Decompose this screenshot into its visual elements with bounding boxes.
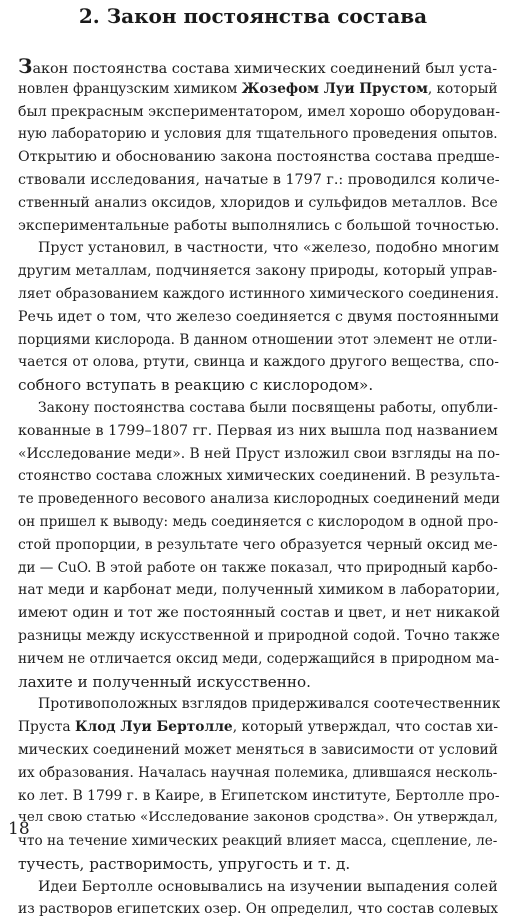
page-number: 18: [8, 819, 30, 839]
text-line: [18, 55, 500, 78]
text-line: Речь идет о том, что железо соединяется с двумя постоянными: [18, 308, 500, 325]
text-line: чел свою статью «Исследование законов сродства». Он утверждал,: [18, 810, 499, 826]
paragraph-start-line: Противоположных взглядов придерживался соотечественник: [38, 696, 500, 713]
text-line: другим металлам, подчиняется закону природы, который управ-: [18, 263, 498, 280]
text-line: те проведенного весового анализа кислородных соединений меди: [18, 491, 500, 508]
text-line: был прекрасным экспериментатором, имел хорошо оборудован-: [18, 103, 500, 120]
text-line: ничем не отличается оксид меди, содержащийся в природном ма-: [18, 650, 500, 667]
text-line: чается от олова, ртути, свинца и каждого другого вещества, спо-: [18, 354, 499, 371]
text-line: [18, 716, 500, 739]
section-heading: 2. Закон постоянства состава: [78, 4, 428, 28]
paragraph-start-line: Пруст установил, в частности, что «железо, подобно многим: [38, 240, 499, 257]
text-span: , который утверждал, что состав хи-: [232, 719, 499, 736]
text-line: порциями кислорода. В данном отношении этот элемент не отли-: [18, 331, 498, 348]
drop-initial: З: [18, 55, 33, 78]
text-line: ляет образованием каждого истинного химического соединения.: [18, 285, 499, 302]
text-line: разницы между искусственной и природной содой. Точно также: [18, 627, 500, 644]
person-name-proust: Жозефом Луи Прустом: [241, 80, 428, 97]
text-span: Пруста: [18, 719, 75, 736]
text-span: новлен французским химиком: [18, 80, 242, 97]
text-line: стоянство состава сложных химических соединений. В результа-: [18, 468, 500, 485]
text-span: акон постоянства состава химических соединений был уста-: [32, 61, 498, 77]
text-line: [18, 78, 500, 101]
text-line: ственный анализ оксидов, хлоридов и сульфидов металлов. Все: [18, 194, 498, 211]
text-line: он пришел к выводу: медь соединяется с кислородом в одной про-: [18, 513, 499, 530]
text-line: ди — CuO. В этой работе он также показал, что природный карбо-: [18, 559, 498, 576]
text-line: экспериментальные работы выполнялись с большой точностью.: [18, 217, 500, 234]
text-line: кованные в 1799–1807 гг. Первая из них вышла под названием: [18, 422, 498, 439]
text-line: собного вступать в реакцию с кислородом».: [18, 376, 374, 395]
person-name-berthollet: Клод Луи Бертолле: [74, 719, 233, 736]
text-line: ко лет. В 1799 г. в Каире, в Египетском институте, Бертолле про-: [18, 787, 500, 804]
text-line: мических соединений может меняться в зависимости от условий: [18, 741, 498, 758]
body-text: [18, 55, 500, 921]
text-line: нат меди и карбонат меди, полученный химиком в лаборатории,: [18, 582, 500, 599]
paragraph-start-line: Закону постоянства состава были посвящены работы, опубли-: [38, 399, 498, 416]
text-line: тучесть, растворимость, упругость и т. д.: [18, 854, 351, 873]
text-line: из растворов египетских озер. Он определил, что состав солевых: [18, 901, 499, 918]
text-line: имеют один и тот же постоянный состав и цвет, и нет никакой: [18, 605, 500, 622]
text-line: стой пропорции, в результате чего образуется черный оксид ме-: [18, 536, 498, 553]
text-span: , который: [427, 80, 498, 97]
text-line: Открытию и обоснованию закона постоянства состава предше-: [18, 149, 500, 166]
paragraph-start-line: Идеи Бертолле основывались на изучении выпадения солей: [38, 878, 498, 895]
text-line: ствовали исследования, начатые в 1797 г.: проводился количе-: [18, 171, 500, 188]
text-line: их образования. Началась научная полемика, длившаяся несколь-: [18, 764, 498, 781]
text-line: лахите и полученный искусственно.: [18, 672, 311, 691]
text-line: «Исследование меди». В ней Пруст изложил свои взгляды на по-: [18, 445, 500, 462]
text-line: ную лабораторию и условия для тщательного проведения опытов.: [18, 126, 498, 143]
text-line: что на течение химических реакций влияет масса, сцепление, ле-: [18, 833, 498, 850]
